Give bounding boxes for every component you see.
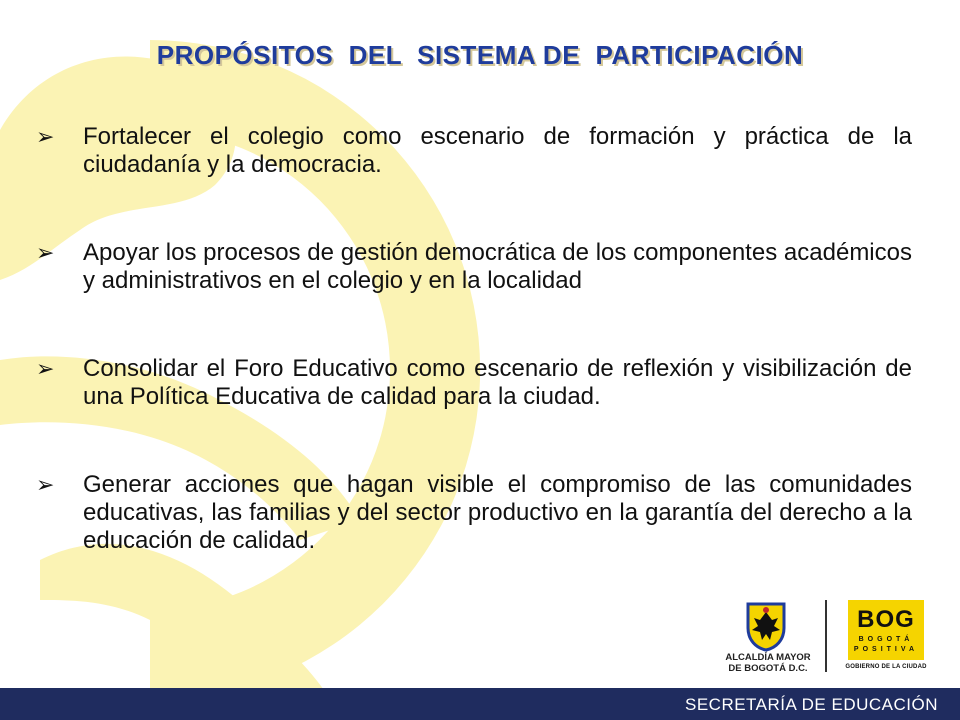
bullet-list (28, 123, 912, 555)
logos (708, 598, 948, 678)
arrow-bullet-icon: ➢ (36, 240, 55, 265)
page-title: PROPÓSITOS DEL SISTEMA DE PARTICIPACIÓN (156, 40, 804, 70)
footer-text: SECRETARÍA DE EDUCACIÓN (684, 695, 938, 714)
arrow-bullet-icon: ➢ (36, 124, 55, 149)
bog-sub-line1: BOGOTÁ (858, 636, 914, 643)
alcaldia-label (708, 652, 828, 674)
alcaldia-line1: ALCALDÍA MAYOR (725, 652, 811, 663)
bog-word: BOG (857, 606, 915, 633)
arrow-bullet-icon: ➢ (36, 356, 55, 381)
bog-logo (848, 600, 924, 660)
arrow-bullet-icon: ➢ (36, 472, 55, 497)
bog-sub-line2: POSITIVA (853, 646, 919, 653)
list-item (28, 355, 912, 411)
list-item (28, 123, 912, 179)
list-item-text: Apoyar los procesos de gestión democrática de los componentes académicos y administrativos en el colegio y en la localidad (83, 239, 912, 294)
footer-bar (0, 688, 960, 720)
gobierno-label: GOBIERNO DE LA CIUDAD (845, 664, 927, 670)
list-item (28, 471, 912, 555)
list-item-text: Fortalecer el colegio como escenario de formación y práctica de la ciudadanía y la democracia. (83, 123, 912, 178)
logo-divider (825, 600, 827, 672)
alcaldia-crest-icon (738, 600, 794, 652)
alcaldia-line2: DE BOGOTÁ D.C. (728, 663, 808, 674)
list-item-text: Consolidar el Foro Educativo como escenario de reflexión y visibilización de una Política Educativa de calidad para la ciudad. (83, 355, 912, 410)
list-item-text: Generar acciones que hagan visible el compromiso de las comunidades educativas, las familias y del sector productivo en la garantía del derecho a la educación de calidad. (83, 471, 912, 554)
list-item (28, 239, 912, 295)
